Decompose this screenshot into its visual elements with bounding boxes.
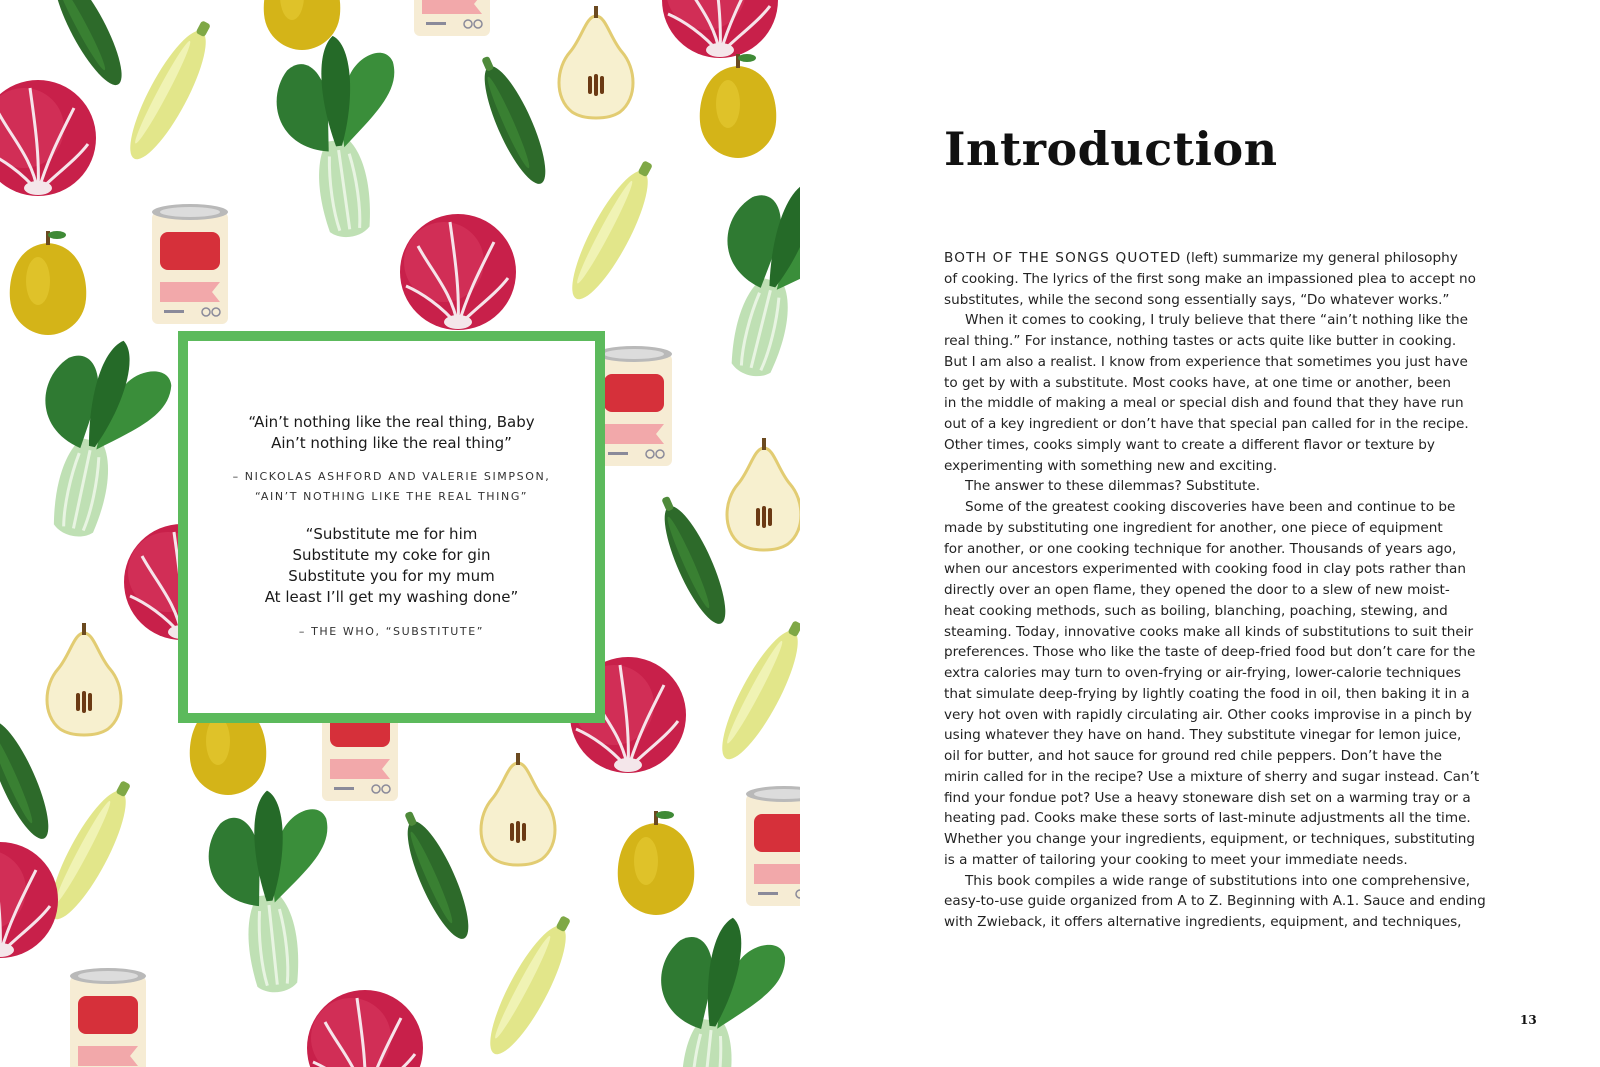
credit-line: – NICKOLAS ASHFORD AND VALERIE SIMPSON, bbox=[232, 470, 551, 483]
body-line: for another, or one cooking technique for another. Thousands of years ago, bbox=[944, 540, 1457, 557]
page-title: Introduction bbox=[944, 122, 1278, 176]
lead-in-small-caps: BOTH OF THE SONGS QUOTED bbox=[944, 250, 1182, 266]
body-line: easy-to-use guide organized from A to Z. Beginning with A.1. Sauce and ending bbox=[944, 893, 1486, 910]
body-line: when our ancestors experimented with cooking food in clay pots rather than bbox=[944, 561, 1466, 578]
body-line: with Zwieback, it offers alternative ingredients, equipment, and techniques, bbox=[944, 914, 1462, 930]
body-line: preferences. Those who like the taste of deep-fried food but don’t care for the bbox=[944, 644, 1476, 661]
quote-ashford-simpson bbox=[248, 412, 534, 454]
body-line: But I am also a realist. I know from experience that sometimes you just have bbox=[944, 353, 1468, 370]
body-line: is a matter of tailoring your cooking to meet your immediate needs. bbox=[944, 851, 1408, 868]
body-line bbox=[944, 248, 1484, 269]
body-line: out of a key ingredient or don’t have that special pan called for in the recipe. bbox=[944, 416, 1469, 432]
credit-ashford-simpson bbox=[233, 467, 551, 507]
body-line: Other times, cooks simply want to create a different flavor or texture by bbox=[944, 436, 1435, 453]
body-line: find your fondue pot? Use a heavy stoneware dish set on a warming tray or a bbox=[944, 789, 1471, 806]
quote-line: At least I’ll get my washing done” bbox=[264, 588, 519, 606]
quote-line: Substitute you for my mum bbox=[288, 567, 495, 585]
body-line: oil for butter, and hot sauce for ground red chile peppers. Don’t have the bbox=[944, 748, 1443, 764]
body-line: to get by with a substitute. Most cooks have, at one time or another, been bbox=[944, 374, 1452, 391]
page-number: 13 bbox=[1520, 1013, 1537, 1027]
body-line: This book compiles a wide range of substitutions into one comprehensive, bbox=[965, 872, 1471, 889]
body-line: substitutes, while the second song essentially says, “Do whatever works.” bbox=[944, 291, 1450, 308]
body-line: experimenting with something new and exciting. bbox=[944, 457, 1278, 474]
body-line-text: (left) summarize my general philosophy bbox=[1181, 250, 1458, 266]
text-right-page bbox=[800, 0, 1600, 1067]
body-line: When it comes to cooking, I truly believe that there “ain’t nothing like the bbox=[965, 312, 1468, 329]
body-line: Some of the greatest cooking discoveries have been and continue to be bbox=[965, 499, 1456, 515]
body-line: in the middle of making a meal or special dish and found that they have run bbox=[944, 395, 1464, 412]
body-line: The answer to these dilemmas? Substitute. bbox=[965, 478, 1261, 495]
credit-the-who: – THE WHO, “SUBSTITUTE” bbox=[298, 625, 485, 638]
quote-the-who bbox=[265, 524, 519, 608]
body-line: very hot oven with rapidly circulating air. Other cooks improvise in a pinch by bbox=[944, 706, 1472, 723]
quote-line: Ain’t nothing like the real thing” bbox=[271, 434, 512, 452]
body-line: that simulate deep-frying by lightly coating the food in oil, then baking it in a bbox=[944, 685, 1470, 702]
body-line: extra calories may turn to oven-frying or air-frying, lower-calorie techniques bbox=[944, 665, 1461, 681]
body-line: directly over an open flame, they opened the door to a slew of new moist- bbox=[944, 582, 1450, 598]
body-line: heat cooking methods, such as boiling, blanching, poaching, stewing, and bbox=[944, 602, 1448, 619]
quote-line: “Substitute me for him bbox=[305, 525, 478, 543]
quote-line: “Ain’t nothing like the real thing, Baby bbox=[248, 413, 535, 431]
body-line: of cooking. The lyrics of the first song make an impassioned plea to accept no bbox=[944, 270, 1476, 287]
body-line: made by substituting one ingredient for another, one piece of equipment bbox=[944, 519, 1443, 536]
body-line: using whatever they have on hand. They substitute vinegar for lemon juice, bbox=[944, 727, 1462, 744]
introduction-body-text bbox=[944, 248, 1484, 933]
body-line: Whether you change your ingredients, equipment, or techniques, substituting bbox=[944, 831, 1476, 847]
body-line: real thing.” For instance, nothing tastes or acts quite like butter in cooking. bbox=[944, 333, 1457, 349]
credit-line: “AIN’T NOTHING LIKE THE REAL THING” bbox=[254, 490, 529, 503]
body-line: heating pad. Cooks make these sorts of last-minute adjustments all the time. bbox=[944, 810, 1471, 827]
body-line: mirin called for in the recipe? Use a mixture of sherry and sugar instead. Can’t bbox=[944, 768, 1480, 785]
quote-box bbox=[178, 331, 605, 723]
quote-line: Substitute my coke for gin bbox=[292, 546, 491, 564]
body-line: steaming. Today, innovative cooks make all kinds of substitutions to suit their bbox=[944, 623, 1474, 640]
